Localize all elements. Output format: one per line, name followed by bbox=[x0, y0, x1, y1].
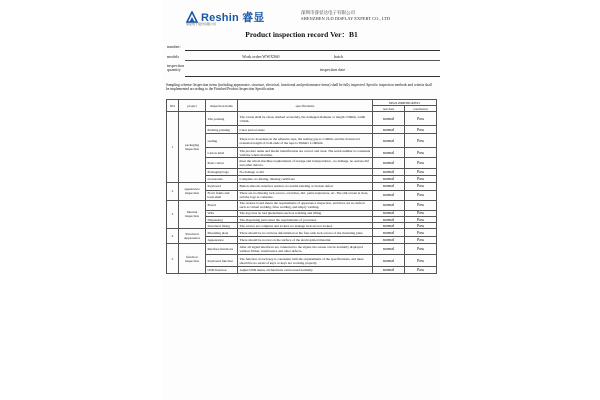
test-data: normal bbox=[373, 237, 405, 244]
table-row bbox=[167, 126, 437, 134]
test-data: normal bbox=[373, 126, 405, 134]
specification: Adjust OSD menu, all functions can be used normally bbox=[238, 267, 373, 274]
group-project: function inspection bbox=[179, 244, 206, 274]
conclusion: Pass bbox=[405, 237, 437, 244]
specification: There should be no obvious deformation at the four-side lock screws of the mounting plate bbox=[238, 229, 373, 237]
brand-name: Reshin 睿显 bbox=[201, 12, 265, 24]
test-data: normal bbox=[373, 255, 405, 267]
group-project: Structural Appearance bbox=[179, 229, 206, 244]
inspection-item: Pearl cotton bbox=[206, 158, 238, 168]
specification: Clear and accurate bbox=[238, 126, 373, 134]
col-items-header: Inspection items bbox=[206, 100, 238, 112]
test-data: normal bbox=[373, 168, 405, 175]
conclusion: Pass bbox=[405, 217, 437, 223]
conclusion: Pass bbox=[405, 112, 437, 126]
number-label: number： bbox=[167, 44, 184, 49]
conclusion: Pass bbox=[405, 168, 437, 175]
sampling-scheme-text: Sampling scheme: Inspection items (including appearance, structure, electrical, functional and performance items) shall be fully inspected. Specific inspection methods and criteria shall be implemented according to the Finished Product Inspection Specification bbox=[166, 83, 432, 92]
group-number: 3 bbox=[167, 200, 179, 228]
conclusion: Pass bbox=[405, 126, 437, 134]
specification: The function of each key is consistent with the requirements of the specifications, and there should be no series of keys or keys not working properly. bbox=[238, 255, 373, 267]
specification: Complete, no mixing, missing certificate bbox=[238, 175, 373, 182]
col-spec-header: specifications bbox=[238, 100, 373, 112]
divider-line bbox=[185, 60, 440, 61]
group-number: 2 bbox=[167, 182, 179, 200]
table-row bbox=[167, 134, 437, 148]
col-no-header: NO bbox=[167, 100, 179, 112]
table-row bbox=[167, 255, 437, 267]
group-project: Internal inspection bbox=[179, 200, 206, 228]
specification: The logo has no bad phenomena such as scalding and lifting bbox=[238, 210, 373, 216]
document-title: Product inspection record Ver：B1 bbox=[245, 30, 358, 39]
conclusion: Pass bbox=[405, 134, 437, 148]
table-row bbox=[167, 229, 437, 237]
company-name bbox=[301, 10, 421, 22]
col-conclusion-header: conclusion bbox=[405, 106, 437, 112]
divider-line bbox=[185, 76, 440, 77]
conclusion: Pass bbox=[405, 182, 437, 190]
conclusion: Pass bbox=[405, 200, 437, 210]
inspection-item: sealing bbox=[206, 134, 238, 148]
table-row bbox=[167, 190, 437, 200]
inspection-item: Mounting plate bbox=[206, 229, 238, 237]
specification: The product name and model identification are correct and clear. The serial number is consistent with the whole machine. bbox=[238, 148, 373, 158]
conclusion: Pass bbox=[405, 267, 437, 274]
divider-line bbox=[185, 50, 440, 51]
conclusion: Pass bbox=[405, 244, 437, 255]
specification: The screws are complete and locked, no leakage lock are not locked. bbox=[238, 223, 373, 229]
specification: Button smooth, interface normal, no needle bending or broken defect bbox=[238, 182, 373, 190]
conclusion: Pass bbox=[405, 229, 437, 237]
company-name-en: SHENZHEN JLD DISPLAY EXPERT CO., LTD bbox=[301, 16, 391, 21]
specification: After all signal interfaces are connected to the signal, the screen can be normally displayed without flicker, interference and other defects. bbox=[238, 244, 373, 255]
table-row bbox=[167, 148, 437, 158]
inspection-table bbox=[166, 99, 437, 274]
table-row bbox=[167, 158, 437, 168]
group-project: packaging inspection bbox=[179, 112, 206, 182]
inspection-item: OSD function bbox=[206, 267, 238, 274]
inspection-item: Carton label bbox=[206, 148, 238, 158]
inspection-item: The packing bbox=[206, 112, 238, 126]
company-name-cn: 深圳市睿显达电子有限公司 bbox=[301, 10, 355, 15]
test-data: normal bbox=[373, 267, 405, 274]
specification: The resistor board meets the requirements of appearance inspection, and there are no defects such as virtual welding, false welding, and empty welding. bbox=[238, 200, 373, 210]
table-row bbox=[167, 168, 437, 175]
test-data: normal bbox=[373, 190, 405, 200]
specification: There are no missing lock screws, scratches, dirt, paint explosions, etc. The silk screen is clear, and the logo is complete. bbox=[238, 190, 373, 200]
test-data: normal bbox=[373, 200, 405, 210]
specification: The dispensing parts meet the requirements of processes. bbox=[238, 217, 373, 223]
specification: There is no looseness in the adhesive tape, the sealing gap is ≤10mm, and the downward extension length of both ends of the tape is 30mm≤ L≤90mm bbox=[238, 134, 373, 148]
test-data: normal bbox=[373, 217, 405, 223]
conclusion: Pass bbox=[405, 255, 437, 267]
table-row bbox=[167, 244, 437, 255]
conclusion: Pass bbox=[405, 210, 437, 216]
batch-label: batch bbox=[334, 54, 344, 59]
conclusion: Pass bbox=[405, 175, 437, 182]
group-number: 1 bbox=[167, 112, 179, 182]
conclusion: Pass bbox=[405, 190, 437, 200]
test-data: normal bbox=[373, 244, 405, 255]
brand-tagline: 睿显电子股份有限公司 bbox=[186, 22, 217, 26]
conclusion: Pass bbox=[405, 223, 437, 229]
specification: There should be no rust on the surface of the electroplated material. bbox=[238, 237, 373, 244]
specification: The carton shall be clean, marked accurately, the damaged diameter or length ≤50mm, width ≤5mm. bbox=[238, 112, 373, 126]
table-row bbox=[167, 267, 437, 274]
inspection-item: Front frame and back shell bbox=[206, 190, 238, 200]
table-row bbox=[167, 175, 437, 182]
test-data: normal bbox=[373, 175, 405, 182]
specification: No damage or dirt bbox=[238, 168, 373, 175]
inspection-item: Packaging bags bbox=[206, 168, 238, 175]
table-row bbox=[167, 182, 437, 190]
model-version-header: MS2219RHJDGM3S3 bbox=[373, 100, 437, 106]
inspection-item: accessories bbox=[206, 175, 238, 182]
test-data: normal bbox=[373, 210, 405, 216]
inspection-item: Interface functions bbox=[206, 244, 238, 255]
group-number: 4 bbox=[167, 229, 179, 244]
col-project-header: project bbox=[179, 100, 206, 112]
group-project: appearance inspection bbox=[179, 182, 206, 200]
test-data: normal bbox=[373, 223, 405, 229]
specification: meet the whole machine requirements of storage and transportation , no damage, no serious dirt and other defects. bbox=[238, 158, 373, 168]
inspection-item: Keyboard bbox=[206, 182, 238, 190]
models-label: models bbox=[167, 54, 180, 59]
group-number: 5 bbox=[167, 244, 179, 274]
test-data: normal bbox=[373, 148, 405, 158]
conclusion: Pass bbox=[405, 148, 437, 158]
work-order-label: Work order:WWX560 bbox=[242, 54, 280, 59]
test-data: normal bbox=[373, 112, 405, 126]
conclusion: Pass bbox=[405, 158, 437, 168]
inspection-item: Keyboard function bbox=[206, 255, 238, 267]
quantity-label: inspection quantity bbox=[167, 63, 185, 73]
table-row bbox=[167, 112, 437, 126]
test-data: normal bbox=[373, 182, 405, 190]
test-data: normal bbox=[373, 158, 405, 168]
test-data: normal bbox=[373, 134, 405, 148]
inspection-item: Wire bbox=[206, 210, 238, 216]
table-row bbox=[167, 237, 437, 244]
inspection-item: Structural fixing bbox=[206, 223, 238, 229]
table-body bbox=[167, 112, 437, 274]
col-test-data-header: test data bbox=[373, 106, 405, 112]
inspection-item: Dispensing bbox=[206, 217, 238, 223]
inspection-item: Appearance bbox=[206, 237, 238, 244]
inspection-item: Packing printing bbox=[206, 126, 238, 134]
inspection-date-label: inspection date bbox=[320, 67, 346, 72]
table-row bbox=[167, 200, 437, 210]
test-data: normal bbox=[373, 229, 405, 237]
inspection-item: Board bbox=[206, 200, 238, 210]
